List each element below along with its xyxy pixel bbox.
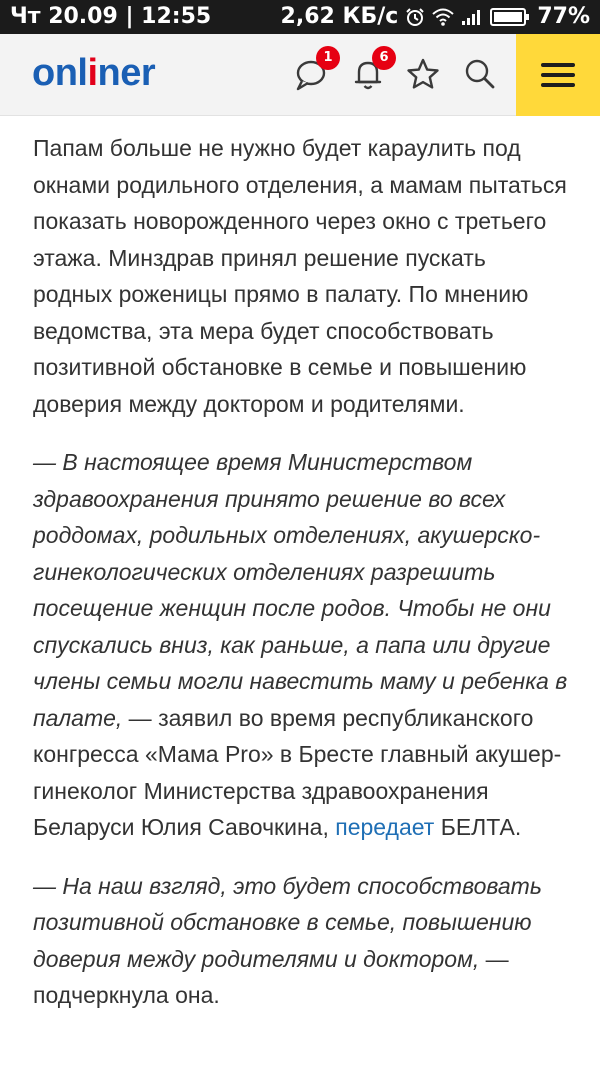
wifi-icon [432, 8, 454, 26]
status-net-speed: 2,62 КБ/с [280, 4, 399, 29]
status-time: 12:55 [141, 4, 212, 29]
logo-part-accent: i [87, 52, 98, 94]
logo-part-main: onl [32, 52, 88, 94]
battery-icon [490, 8, 530, 26]
source-link[interactable]: передает [335, 814, 435, 840]
search-button[interactable] [460, 54, 500, 94]
quote-text-2: — На наш взгляд, это будет способствовать позитивной обстановке в семье, повышению доверия между родителями и доктором, [33, 872, 542, 972]
quote-text: — В настоящее время Министерством здравоохранения принято решение во всех роддомах, родильных отделениях, акушерско-гинекологических отделениях разрешить посещение женщин после родов. Чтобы не они спускались вниз, как раньше, а папа или другие члены семьи могли навестить маму и ребенка в палате, [33, 449, 568, 731]
comments-button[interactable] [292, 50, 333, 94]
paragraph-text: — заявил во время республиканского конгресса «Мама Pro» в Бресте главный акушер-гинеколог Министерства здравоохранения Беларуси Юлия Савочкина, [33, 704, 562, 840]
status-bar [0, 0, 600, 34]
article-paragraph-3 [33, 868, 568, 1014]
onliner-logo[interactable] [32, 51, 155, 95]
bookmarks-button[interactable] [403, 54, 443, 94]
logo-part-rest: ner [97, 52, 156, 94]
alarm-icon [405, 7, 425, 27]
status-date: Чт 20.09 [10, 4, 118, 29]
status-separator: | [125, 4, 134, 29]
notifications-button[interactable] [348, 50, 389, 94]
notifications-badge: 6 [372, 46, 396, 70]
comments-badge: 1 [316, 46, 340, 70]
paragraph-text-3: — подчеркнула она. [33, 945, 509, 1008]
article-paragraph-1: Папам больше не нужно будет караулить под окнами родильного отделения, а мамам пытаться показать новорожденного через окно с третьего этажа. Минздрав принял решение пускать родных роженицы прямо в палату. По мнению ведомства, эта мера будет способствовать позитивной обстановке в семье и повышению доверия между доктором и родителями. [33, 135, 567, 417]
search-icon [460, 54, 500, 94]
article-body [33, 130, 568, 1036]
signal-icon [461, 8, 483, 26]
site-header [0, 34, 600, 116]
article-paragraph-2 [33, 444, 568, 846]
status-left [10, 0, 211, 34]
star-icon [403, 54, 443, 94]
status-right [281, 0, 590, 34]
battery-percent: 77% [537, 4, 590, 29]
paragraph-text-end: БЕЛТА. [434, 814, 522, 840]
menu-button[interactable] [516, 34, 600, 116]
